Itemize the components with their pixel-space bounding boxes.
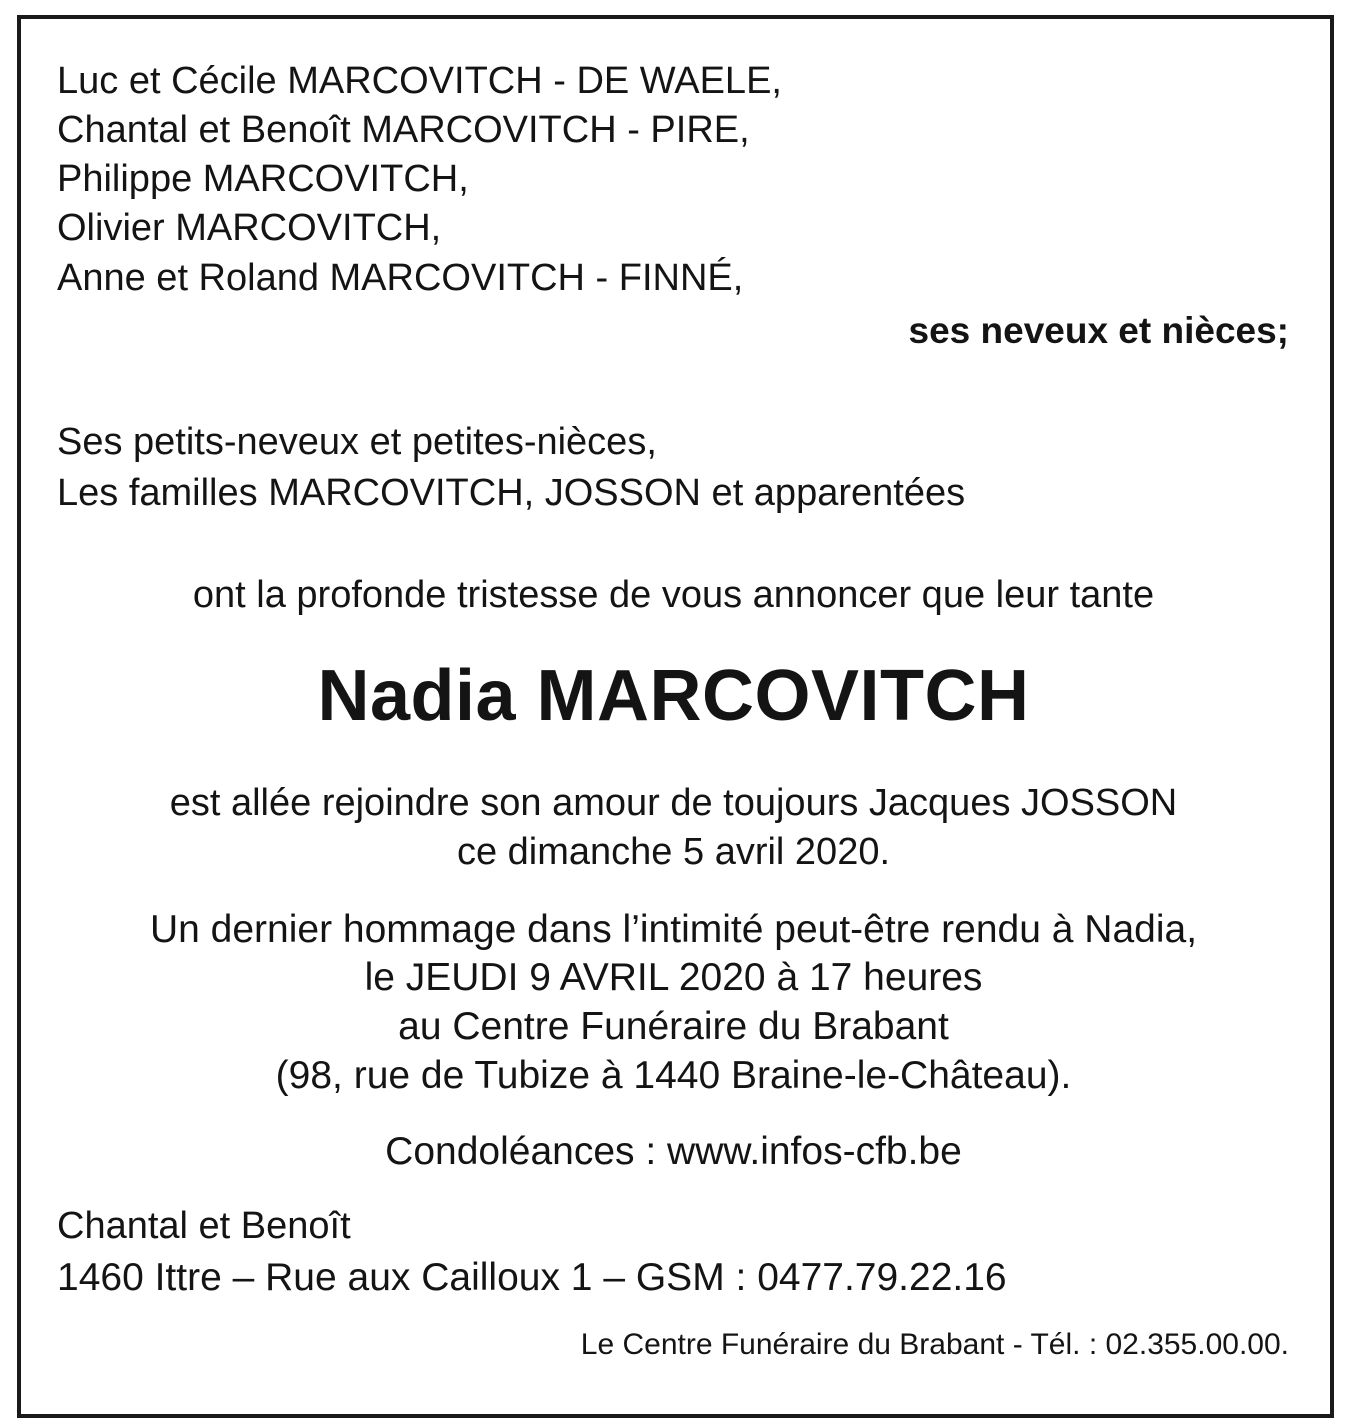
ceremony-line: le JEUDI 9 AVRIL 2020 à 17 heures xyxy=(364,956,983,999)
relation-label: ses neveux et nièces; xyxy=(908,310,1289,351)
ceremony-line: Un dernier hommage dans l’intimité peut-être rendu à Nadia, xyxy=(149,908,1198,951)
contact-line: 1460 Ittre – Rue aux Cailloux 1 – GSM : 0477.79.22.16 xyxy=(57,1256,1007,1299)
extended-family-line: Ses petits-neveux et petites-nièces, xyxy=(57,421,657,463)
passing-line: est allée rejoindre son amour de toujours Jacques JOSSON xyxy=(169,782,1178,824)
relative-line: Philippe MARCOVITCH, xyxy=(57,158,469,200)
passing-line: ce dimanche 5 avril 2020. xyxy=(456,831,891,873)
relative-line: Luc et Cécile MARCOVITCH - DE WAELE, xyxy=(57,60,782,102)
funeral-home-line: Le Centre Funéraire du Brabant - Tél. : 02.355.00.00. xyxy=(580,1328,1289,1361)
contact-line: Chantal et Benoît xyxy=(57,1205,351,1247)
relative-line: Anne et Roland MARCOVITCH - FINNÉ, xyxy=(57,257,744,299)
deceased-name: Nadia MARCOVITCH xyxy=(317,656,1030,736)
extended-family-line: Les familles MARCOVITCH, JOSSON et apparentées xyxy=(57,472,966,514)
ceremony-line: (98, rue de Tubize à 1440 Braine-le-Château). xyxy=(275,1054,1072,1097)
condolences-line: Condoléances : www.infos-cfb.be xyxy=(385,1130,962,1173)
announcement-intro: ont la profonde tristesse de vous annoncer que leur tante xyxy=(192,574,1155,616)
relative-line: Chantal et Benoît MARCOVITCH - PIRE, xyxy=(57,109,750,151)
relative-line: Olivier MARCOVITCH, xyxy=(57,207,442,249)
ceremony-line: au Centre Funéraire du Brabant xyxy=(398,1005,949,1048)
